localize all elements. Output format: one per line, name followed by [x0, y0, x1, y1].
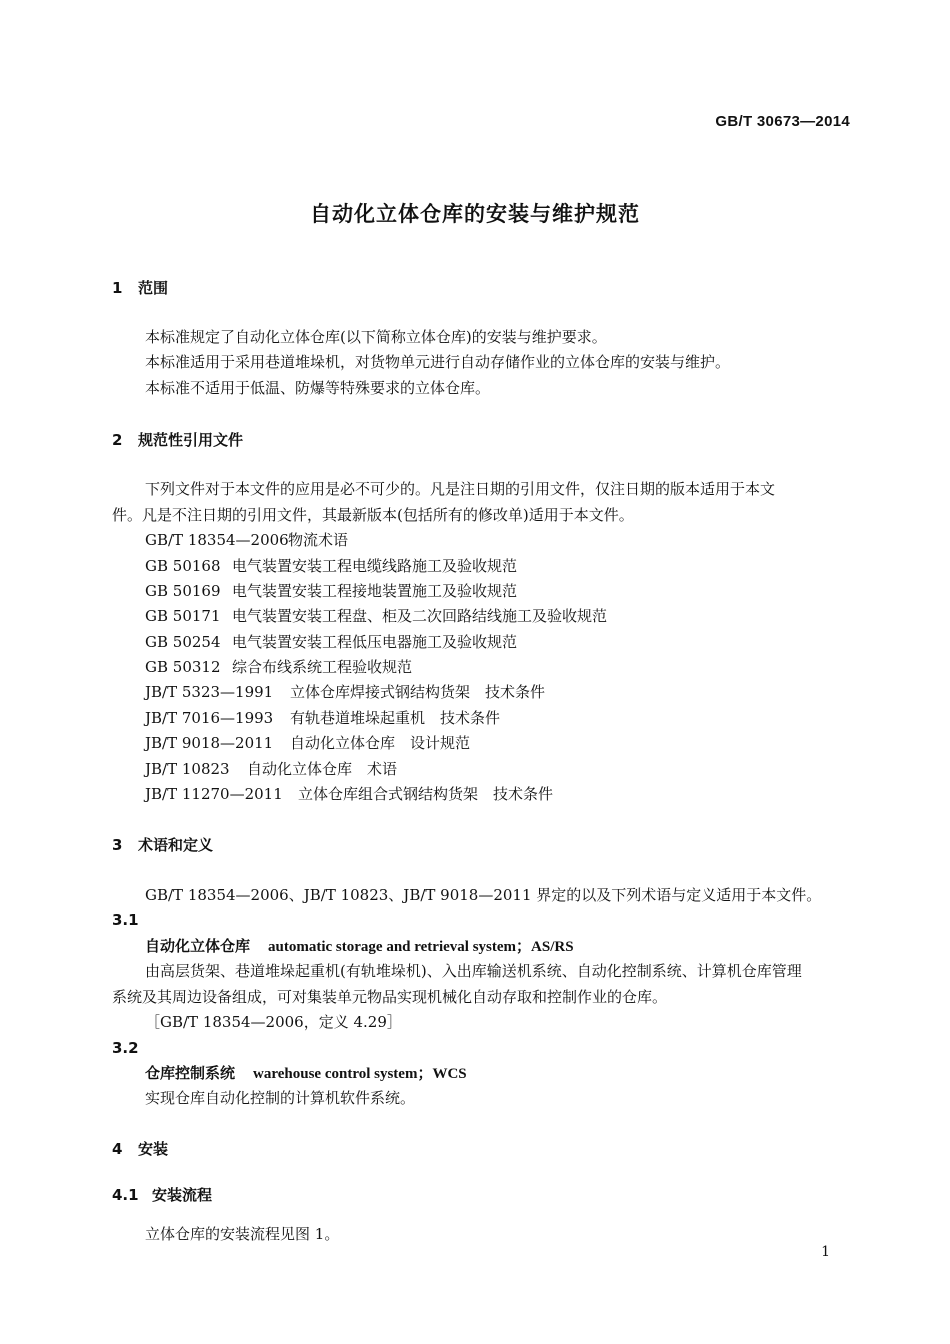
- term-english: automatic storage and retrieval system；AS/RS: [268, 939, 574, 955]
- subsection-4-1-heading: [112, 1185, 212, 1205]
- section-title: 规范性引用文件: [138, 431, 244, 449]
- term-source: ［GB/T 18354—2006，定义 4.29］: [145, 1013, 402, 1031]
- reference-item: [145, 606, 607, 626]
- reference-title: 自动化立体仓库 设计规范: [290, 734, 471, 752]
- term-chinese: 自动化立体仓库: [145, 937, 251, 955]
- paragraph: 下列文件对于本文件的应用是必不可少的。凡是注日期的引用文件，仅注日期的版本适用于本文: [145, 480, 776, 498]
- reference-title: 电气装置安装工程盘、柜及二次回路结线施工及验收规范: [232, 607, 608, 625]
- reference-code: GB 50169: [145, 582, 221, 600]
- reference-title: 物流术语: [288, 531, 349, 549]
- section-3-heading: [112, 835, 213, 855]
- section-title: 安装流程: [152, 1186, 213, 1204]
- reference-item: [145, 682, 545, 702]
- reference-item: [145, 657, 412, 677]
- reference-item: [145, 733, 470, 753]
- reference-title: 电气装置安装工程接地装置施工及验收规范: [232, 582, 518, 600]
- term-definition: 实现仓库自动化控制的计算机软件系统。: [145, 1089, 416, 1107]
- reference-code: JB/T 5323—1991: [145, 683, 274, 701]
- section-4-heading: [112, 1139, 168, 1159]
- reference-item: [145, 530, 348, 550]
- reference-code: JB/T 11270—2011: [145, 785, 283, 803]
- paragraph: 立体仓库的安装流程见图 1。: [145, 1225, 340, 1243]
- reference-item: [145, 784, 553, 804]
- document-title: 自动化立体仓库的安装与维护规范: [310, 202, 640, 226]
- section-2-heading: [112, 430, 243, 450]
- reference-code: GB 50312: [145, 658, 221, 676]
- section-number: 3: [112, 836, 123, 854]
- paragraph: GB/T 18354—2006、JB/T 10823、JB/T 9018—2011 界定的以及下列术语与定义适用于本文件。: [145, 886, 822, 904]
- term-english: warehouse control system；WCS: [253, 1066, 467, 1082]
- reference-code: JB/T 10823: [145, 760, 230, 778]
- page-number: 1: [821, 1244, 830, 1260]
- reference-item: [145, 632, 517, 652]
- paragraph: 本标准规定了自动化立体仓库(以下简称立体仓库)的安装与维护要求。: [145, 328, 607, 346]
- section-number: 1: [112, 279, 123, 297]
- reference-item: [145, 708, 500, 728]
- reference-code: GB/T 18354—2006: [145, 531, 289, 549]
- reference-title: 立体仓库组合式钢结构货架 技术条件: [298, 785, 554, 803]
- reference-title: 立体仓库焊接式钢结构货架 技术条件: [290, 683, 546, 701]
- term-definition: 由高层货架、巷道堆垛起重机(有轨堆垛机)、入出库输送机系统、自动化控制系统、计算机仓库管理: [145, 962, 802, 980]
- reference-title: 有轨巷道堆垛起重机 技术条件: [290, 709, 501, 727]
- paragraph: 本标准适用于采用巷道堆垛机，对货物单元进行自动存储作业的立体仓库的安装与维护。: [145, 353, 731, 371]
- section-title: 范围: [138, 279, 169, 297]
- section-number: 2: [112, 431, 123, 449]
- standard-code: GB/T 30673—2014: [715, 113, 850, 130]
- reference-title: 电气装置安装工程电缆线路施工及验收规范: [232, 557, 518, 575]
- reference-item: [145, 581, 517, 601]
- term-definition: 系统及其周边设备组成，可对集装单元物品实现机械化自动存取和控制作业的仓库。: [112, 988, 668, 1006]
- term-number: 3.1: [112, 911, 139, 929]
- paragraph: 本标准不适用于低温、防爆等特殊要求的立体仓库。: [145, 379, 491, 397]
- section-number: 4.1: [112, 1186, 139, 1204]
- section-1-heading: [112, 278, 168, 298]
- reference-title: 综合布线系统工程验收规范: [232, 658, 413, 676]
- reference-code: GB 50168: [145, 557, 221, 575]
- reference-code: JB/T 7016—1993: [145, 709, 274, 727]
- term-entry: [145, 1063, 467, 1084]
- section-title: 安装: [138, 1140, 169, 1158]
- section-title: 术语和定义: [138, 836, 214, 854]
- term-entry: [145, 936, 574, 957]
- reference-title: 自动化立体仓库 术语: [247, 760, 398, 778]
- reference-title: 电气装置安装工程低压电器施工及验收规范: [232, 633, 518, 651]
- section-number: 4: [112, 1140, 123, 1158]
- term-chinese: 仓库控制系统: [145, 1064, 236, 1082]
- reference-item: [145, 556, 517, 576]
- reference-code: GB 50171: [145, 607, 221, 625]
- paragraph: 件。凡是不注日期的引用文件，其最新版本(包括所有的修改单)适用于本文件。: [112, 506, 634, 524]
- reference-code: JB/T 9018—2011: [145, 734, 274, 752]
- reference-code: GB 50254: [145, 633, 221, 651]
- term-number: 3.2: [112, 1039, 139, 1057]
- reference-item: [145, 759, 397, 779]
